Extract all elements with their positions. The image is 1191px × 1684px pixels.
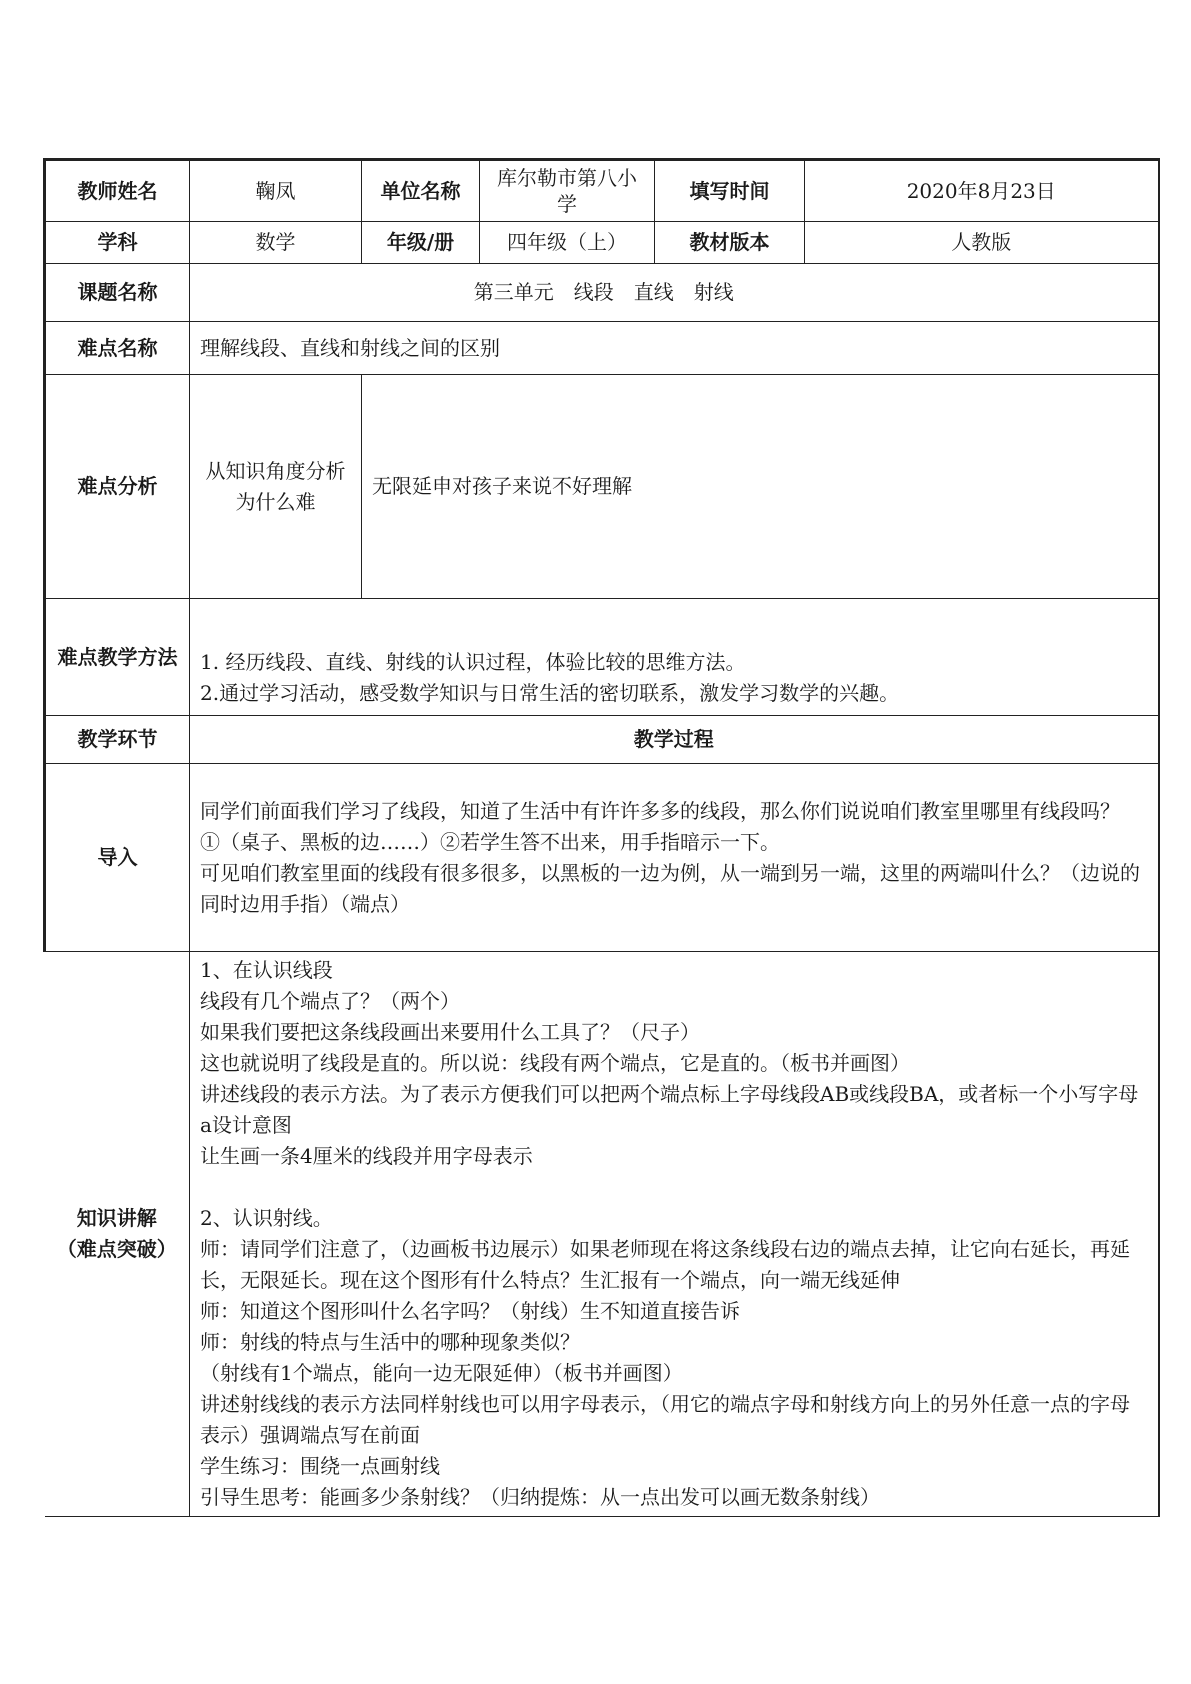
process-stage-label: 教学环节 [45, 716, 190, 764]
method-content [190, 599, 1159, 716]
knowledge-content [190, 952, 1159, 1517]
teacher-name-label: 教师姓名 [45, 160, 190, 222]
method-row [45, 599, 1159, 716]
knowledge-line: 1、在认识线段 [200, 958, 333, 982]
knowledge-line: 师：知道这个图形叫什么名字吗？（射线）生不知道直接告诉 [200, 1299, 740, 1323]
knowledge-line: 这也就说明了线段是直的。所以说：线段有两个端点，它是直的。（板书并画图） [200, 1051, 910, 1075]
fill-date-value: 2020年8月23日 [805, 160, 1159, 222]
difficulty-value: 理解线段、直线和射线之间的区别 [190, 322, 1159, 375]
topic-row [45, 264, 1159, 322]
header-row-1 [45, 160, 1159, 222]
intro-row [45, 764, 1159, 952]
subject-value: 数学 [190, 222, 362, 264]
intro-label: 导入 [45, 764, 190, 952]
knowledge-row [45, 952, 1159, 1517]
knowledge-line: 学生练习：围绕一点画射线 [200, 1454, 440, 1478]
unit-name-label: 单位名称 [362, 160, 480, 222]
topic-label: 课题名称 [45, 264, 190, 322]
analysis-row [45, 375, 1159, 599]
knowledge-line: 2、认识射线。 [200, 1206, 333, 1230]
analysis-sub-label: 从知识角度分析为什么难 [190, 375, 362, 599]
intro-content [190, 764, 1159, 952]
difficulty-label: 难点名称 [45, 322, 190, 375]
knowledge-line: 引导生思考：能画多少条射线？（归纳提炼：从一点出发可以画无数条射线） [200, 1485, 880, 1509]
knowledge-label-line-2: （难点突破） [56, 1237, 177, 1261]
method-line: 2.通过学习活动，感受数学知识与日常生活的密切联系，激发学习数学的兴趣。 [200, 681, 900, 705]
knowledge-line: 如果我们要把这条线段画出来要用什么工具了？（尺子） [200, 1020, 700, 1044]
intro-line: ①（桌子、黑板的边……）②若学生答不出来，用手指暗示一下。 [200, 829, 780, 854]
lesson-plan-table [43, 158, 1160, 1517]
knowledge-label-line-1: 知识讲解 [76, 1206, 157, 1230]
fill-date-label: 填写时间 [655, 160, 805, 222]
intro-line: 可见咱们教室里面的线段有很多很多，以黑板的一边为例，从一端到另一端，这里的两端叫什么？（边说的同时边用手指）（端点） [200, 860, 1140, 916]
paragraph-gap [200, 1172, 1148, 1203]
header-row-2 [45, 222, 1159, 264]
analysis-value: 无限延申对孩子来说不好理解 [362, 375, 1159, 599]
analysis-label: 难点分析 [45, 375, 190, 599]
knowledge-line: 线段有几个端点了？（两个） [200, 989, 460, 1013]
grade-value: 四年级（上） [480, 222, 655, 264]
method-label: 难点教学方法 [45, 599, 190, 716]
knowledge-line: 师：请同学们注意了，（边画板书边展示）如果老师现在将这条线段右边的端点去掉，让它向右延长，再延长，无限延长。现在这个图形有什么特点？生汇报有一个端点，向一端无线延伸 [200, 1237, 1130, 1292]
difficulty-row [45, 322, 1159, 375]
edition-value: 人教版 [805, 222, 1159, 264]
knowledge-line: 讲述射线线的表示方法同样射线也可以用字母表示，（用它的端点字母和射线方向上的另外任意一点的字母表示）强调端点写在前面 [200, 1392, 1130, 1447]
subject-label: 学科 [45, 222, 190, 264]
unit-name-value: 库尔勒市第八小学 [480, 160, 655, 222]
knowledge-label [45, 952, 190, 1517]
process-header-row [45, 716, 1159, 764]
edition-label: 教材版本 [655, 222, 805, 264]
intro-line: 同学们前面我们学习了线段，知道了生活中有许许多多的线段，那么你们说说咱们教室里哪里有线段吗？ [200, 798, 1120, 823]
method-line: 1. 经历线段、直线、射线的认识过程，体验比较的思维方法。 [200, 650, 746, 674]
knowledge-line: 讲述线段的表示方法。为了表示方便我们可以把两个端点标上字母线段AB或线段BA，或者标一个小写字母a设计意图 [200, 1082, 1139, 1137]
process-label: 教学过程 [190, 716, 1159, 764]
teacher-name-value: 鞠凤 [190, 160, 362, 222]
topic-value: 第三单元 线段 直线 射线 [190, 264, 1159, 322]
grade-label: 年级/册 [362, 222, 480, 264]
knowledge-line: 师：射线的特点与生活中的哪种现象类似？ [200, 1330, 580, 1354]
knowledge-line: 让生画一条4厘米的线段并用字母表示 [200, 1144, 533, 1168]
knowledge-line: （射线有1个端点，能向一边无限延伸）（板书并画图） [200, 1361, 683, 1385]
